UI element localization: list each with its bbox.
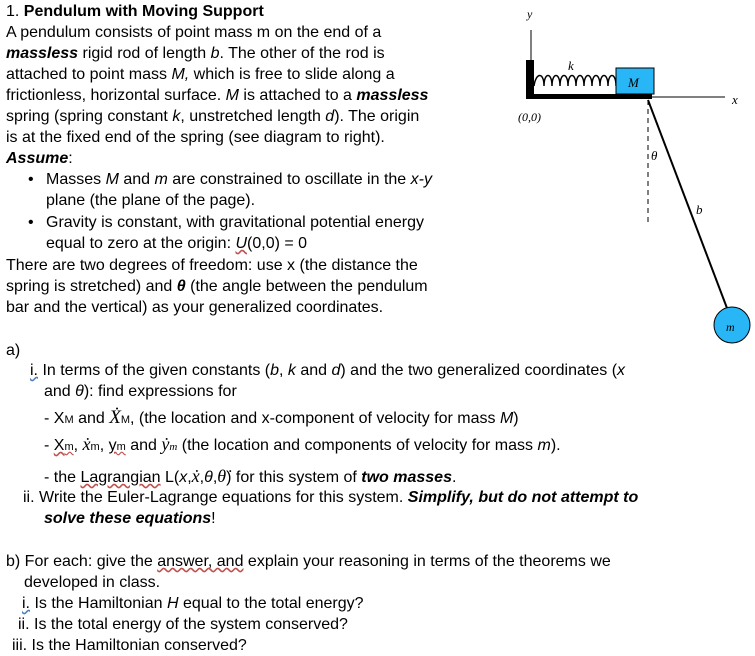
text: Masses xyxy=(46,171,106,188)
text: , xyxy=(73,437,83,454)
var-k: k xyxy=(287,362,296,379)
intro-line-4 xyxy=(6,86,428,106)
text: equal to zero at the origin: xyxy=(46,235,236,252)
text: (0,0) = 0 xyxy=(247,235,308,252)
text: and xyxy=(44,383,76,400)
text: equal to the total energy? xyxy=(178,595,364,612)
var-xy: x-y xyxy=(410,171,432,188)
part-a-label: a) xyxy=(6,342,21,359)
answer-and-phrase: answer, and xyxy=(157,553,244,570)
text: L( xyxy=(160,469,180,486)
text: are constrained to oscillate in the xyxy=(167,171,411,188)
part-a-ii-line-2 xyxy=(44,509,216,529)
text: , xyxy=(212,469,218,486)
item-lagrangian xyxy=(44,466,456,488)
var-H: H xyxy=(166,595,179,612)
text: and xyxy=(118,171,155,188)
theta-label: θ xyxy=(651,148,658,163)
part-b-line-1 xyxy=(6,552,611,572)
part-b-ii: ii. Is the total energy of the system conserved? xyxy=(18,616,348,633)
intro-text: which is free to slide along a xyxy=(189,66,395,83)
xdot-symbol: ẋ xyxy=(82,434,91,454)
text: b) For each: give the xyxy=(6,553,158,570)
dof-line-1: There are two degrees of freedom: use x (the distance the xyxy=(6,257,418,274)
text: , (the location and x-component of velocity for mass xyxy=(130,410,500,427)
text: ). xyxy=(550,437,561,454)
item-XM xyxy=(44,408,519,430)
dof-line-2 xyxy=(6,277,428,297)
var-M: M xyxy=(225,87,239,104)
rod-b-label: b xyxy=(696,202,703,217)
part-b-i xyxy=(22,594,364,614)
horizontal-surface xyxy=(526,94,652,99)
var-b: b xyxy=(210,45,220,62)
var-theta: θ xyxy=(204,469,213,486)
problem-number: 1. xyxy=(6,3,20,20)
fixed-wall xyxy=(526,60,534,98)
part-a-i-line-2 xyxy=(44,382,237,402)
text: ) xyxy=(513,410,519,427)
var-m: m xyxy=(537,437,551,454)
subscript: M xyxy=(64,414,74,426)
var-M: M xyxy=(499,410,514,427)
bullet-2-line-1: Gravity is constant, with gravitational potential energy xyxy=(46,214,424,231)
mass-m-label: m xyxy=(726,320,735,334)
var-M: M, xyxy=(171,66,190,83)
intro-text: attached to point mass xyxy=(6,66,172,83)
bullet-dot: • xyxy=(28,214,34,231)
text: ): find expressions for xyxy=(83,383,237,400)
text: Is the Hamiltonian xyxy=(30,595,167,612)
intro-line-1: A pendulum consists of point mass m on the end of a xyxy=(6,24,382,41)
subscript: m xyxy=(116,441,126,453)
text: ii. Write the Euler-Lagrange equations for this system. xyxy=(23,489,408,506)
massless-word: massless xyxy=(356,87,429,104)
part-b-line-2: developed in class. xyxy=(24,574,161,591)
xdot-symbol: Ẋ xyxy=(109,407,121,428)
intro-text: ). The origin xyxy=(334,108,420,125)
var-d: d xyxy=(325,108,335,125)
assume-word: Assume xyxy=(6,150,69,167)
subscript: M xyxy=(120,414,130,426)
intro-text: spring (spring constant xyxy=(6,108,173,125)
var-d: d xyxy=(331,362,341,379)
xdot-symbol: ẋ xyxy=(191,466,200,486)
intro-line-5 xyxy=(6,107,419,127)
text: , xyxy=(199,469,205,486)
text: In terms of the given constants ( xyxy=(38,362,271,379)
bullet-1-line-1 xyxy=(46,170,432,190)
thetadot-symbol: θ̇ xyxy=(217,466,227,486)
x-axis-label: x xyxy=(732,92,738,107)
var-U: U xyxy=(235,235,248,252)
intro-text: . The other of the rod is xyxy=(219,45,385,62)
roman-i: i. xyxy=(30,362,38,379)
text: , xyxy=(99,437,109,454)
massless-word: massless xyxy=(6,45,79,62)
text: - the xyxy=(44,469,81,486)
spring-k-label: k xyxy=(568,58,574,73)
intro-line-6: is at the fixed end of the spring (see diagram to right). xyxy=(6,129,385,146)
intro-text: rigid rod of length xyxy=(78,45,211,62)
text: and xyxy=(295,362,332,379)
part-b-iii: iii. Is the Hamiltonian conserved? xyxy=(12,637,247,654)
origin-label: (0,0) xyxy=(518,110,541,124)
var-b: b xyxy=(270,362,280,379)
roman-i: i. xyxy=(22,595,30,612)
var-M: M xyxy=(105,171,119,188)
text: . xyxy=(451,469,457,486)
ydot-symbol: ẏ xyxy=(161,434,170,454)
text: and xyxy=(73,410,110,427)
subscript: m xyxy=(64,441,74,453)
var-x: x xyxy=(179,469,188,486)
colon: : xyxy=(68,150,73,167)
text: spring is stretched) and xyxy=(6,278,177,295)
bullet-dot: • xyxy=(28,171,34,188)
text: (the angle between the pendulum xyxy=(185,278,428,295)
intro-line-3 xyxy=(6,65,395,85)
problem-title: Pendulum with Moving Support xyxy=(23,3,264,20)
text: , xyxy=(279,362,288,379)
mass-M-label: M xyxy=(628,75,639,90)
bullet-2-line-2 xyxy=(46,234,307,254)
var-x: x xyxy=(617,362,626,379)
text: - xyxy=(44,437,54,454)
text: , xyxy=(187,469,192,486)
intro-text: frictionless, horizontal surface. xyxy=(6,87,226,104)
var-m: m xyxy=(154,171,168,188)
item-xm-ym xyxy=(44,434,561,457)
pendulum-diagram xyxy=(500,0,755,350)
two-masses-phrase: two masses xyxy=(361,469,452,486)
emphasis: solve these equations xyxy=(44,510,212,527)
part-a-i-line-1 xyxy=(30,361,625,381)
intro-text: is attached to a xyxy=(238,87,357,104)
assume-label xyxy=(6,149,73,169)
text: ) for this system of xyxy=(226,469,362,486)
intro-text: , unstretched length xyxy=(180,108,326,125)
y-axis-label: y xyxy=(527,7,533,21)
emphasis: Simplify, but do not attempt to xyxy=(407,489,639,506)
text: ) and the two generalized coordinates ( xyxy=(340,362,618,379)
text: (the location and components of velocity for mass xyxy=(177,437,538,454)
var-k: k xyxy=(172,108,181,125)
text: ! xyxy=(211,510,216,527)
problem-heading xyxy=(6,2,264,22)
text: - X xyxy=(44,410,65,427)
bullet-1-line-2: plane (the plane of the page). xyxy=(46,192,256,209)
lagrangian-word: Lagrangian xyxy=(80,469,161,486)
subscript: m xyxy=(169,441,178,453)
spring-coil xyxy=(534,76,616,87)
ym-symbol: y xyxy=(108,437,117,454)
text: explain your reasoning in terms of the theorems we xyxy=(243,553,611,570)
xm-symbol: X xyxy=(53,437,65,454)
subscript: m xyxy=(90,441,100,453)
var-theta: θ xyxy=(75,383,84,400)
part-a-ii-line-1 xyxy=(23,488,638,508)
text: and xyxy=(125,437,162,454)
intro-line-2 xyxy=(6,44,385,64)
dof-line-3: bar and the vertical) as your generalized coordinates. xyxy=(6,299,384,316)
pendulum-rod xyxy=(648,100,730,316)
var-theta: θ xyxy=(176,278,186,295)
